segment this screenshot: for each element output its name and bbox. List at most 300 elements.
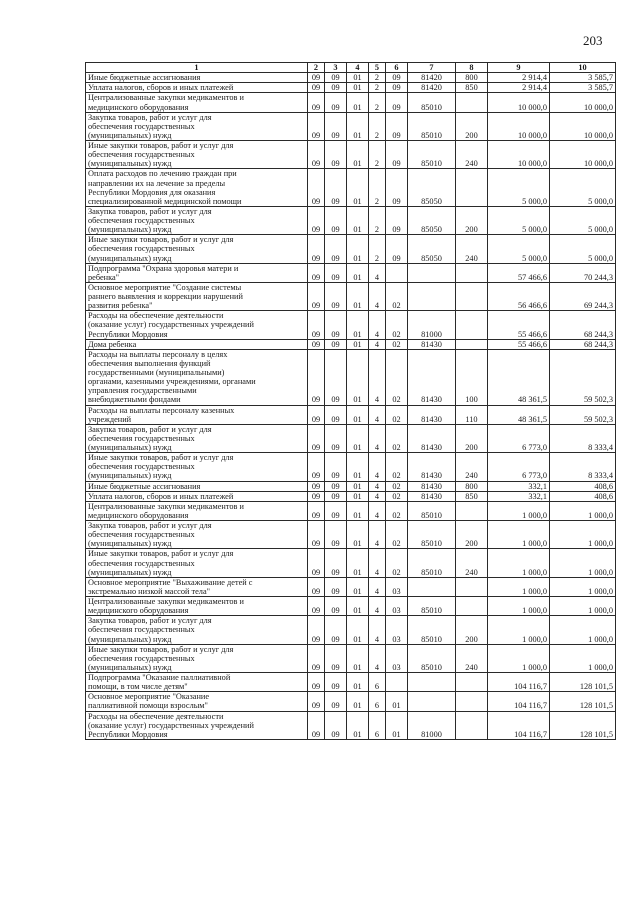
amount-year2-cell: 1 000,0: [550, 501, 616, 520]
table-row: [86, 501, 616, 520]
row-name-cell: [86, 577, 308, 596]
expense-type-cell: [456, 263, 488, 282]
row-name-line: медицинского оборудования: [88, 102, 189, 112]
subprogram-code-cell: 4: [369, 577, 386, 596]
subsection-code-cell: 09: [325, 491, 347, 501]
measure-code-cell: 02: [386, 349, 408, 405]
subprogram-code-cell: 2: [369, 112, 386, 140]
table-row: [86, 673, 616, 692]
table-row: [86, 282, 616, 310]
row-name-line: обеспечения государственных: [88, 244, 195, 254]
amount-year1-cell: 5 000,0: [488, 206, 550, 234]
amount-year1-cell: 55 466,6: [488, 339, 550, 349]
subsection-code-cell: 09: [325, 349, 347, 405]
subsection-code-cell: 09: [325, 711, 347, 739]
row-name-line: обеспечения государственных: [88, 462, 195, 472]
row-name-line: (муниципальных) нужд: [88, 567, 172, 577]
measure-code-cell: 09: [386, 83, 408, 93]
expense-type-cell: 800: [456, 481, 488, 491]
row-name-cell: [86, 282, 308, 310]
row-name-line: помощи, в том числе детям": [88, 682, 188, 692]
row-name-line: специализированной медицинской помощи: [88, 196, 242, 206]
row-name-cell: [86, 549, 308, 577]
expense-type-cell: 240: [456, 141, 488, 169]
subsection-code-cell: 09: [325, 673, 347, 692]
expense-type-cell: 240: [456, 235, 488, 263]
row-name-line: обеспечения государственных: [88, 558, 195, 568]
subprogram-code-cell: 4: [369, 644, 386, 672]
measure-code-cell: 09: [386, 73, 408, 83]
program-code-cell: 01: [347, 73, 369, 83]
program-code-cell: 01: [347, 339, 369, 349]
row-name-cell: [86, 405, 308, 424]
table-row: [86, 711, 616, 739]
amount-year1-cell: 55 466,6: [488, 311, 550, 339]
amount-year2-cell: 128 101,5: [550, 692, 616, 711]
table-row: [86, 339, 616, 349]
program-code-cell: 01: [347, 169, 369, 207]
row-name-line: обеспечения государственных: [88, 625, 195, 635]
amount-year1-cell: 1 000,0: [488, 644, 550, 672]
row-name-line: обеспечения государственных: [88, 530, 195, 540]
expense-code-cell: 81430: [408, 349, 456, 405]
row-name-line: медицинского оборудования: [88, 606, 189, 616]
subprogram-code-cell: 4: [369, 424, 386, 452]
subsection-code-cell: 09: [325, 73, 347, 83]
measure-code-cell: 03: [386, 644, 408, 672]
row-name-line: Иные закупки товаров, работ и услуг для: [88, 141, 234, 150]
subsection-code-cell: 09: [325, 577, 347, 596]
program-code-cell: 01: [347, 577, 369, 596]
row-name-line: обеспечения государственных: [88, 150, 195, 160]
expense-code-cell: 85010: [408, 644, 456, 672]
row-name-line: (оказание услуг) государственных учреждений: [88, 720, 254, 730]
row-name-line: органами, казенными учреждениями, органами: [88, 377, 256, 387]
row-name-cell: [86, 491, 308, 501]
expense-type-cell: [456, 93, 488, 112]
amount-year1-cell: 6 773,0: [488, 453, 550, 481]
amount-year1-cell: 1 000,0: [488, 597, 550, 616]
section-code-cell: 09: [308, 282, 325, 310]
section-code-cell: 09: [308, 339, 325, 349]
subprogram-code-cell: 2: [369, 235, 386, 263]
subprogram-code-cell: 4: [369, 597, 386, 616]
table-row: [86, 311, 616, 339]
row-name-line: (муниципальных) нужд: [88, 253, 172, 263]
subprogram-code-cell: 4: [369, 481, 386, 491]
expense-code-cell: 81000: [408, 311, 456, 339]
subprogram-code-cell: 4: [369, 549, 386, 577]
program-code-cell: 01: [347, 692, 369, 711]
expense-type-cell: 850: [456, 491, 488, 501]
measure-code-cell: 09: [386, 141, 408, 169]
program-code-cell: 01: [347, 83, 369, 93]
expense-code-cell: 85010: [408, 501, 456, 520]
program-code-cell: 01: [347, 501, 369, 520]
row-name-line: Уплата налогов, сборов и иных платежей: [88, 83, 234, 93]
row-name-line: внебюджетными фондами: [88, 395, 181, 405]
column-header: 5: [369, 63, 386, 73]
subprogram-code-cell: 6: [369, 673, 386, 692]
subprogram-code-cell: 4: [369, 616, 386, 644]
amount-year2-cell: 128 101,5: [550, 673, 616, 692]
table-row: [86, 481, 616, 491]
amount-year2-cell: 5 000,0: [550, 235, 616, 263]
subprogram-code-cell: 4: [369, 263, 386, 282]
row-name-cell: [86, 235, 308, 263]
section-code-cell: 09: [308, 235, 325, 263]
expense-code-cell: 85050: [408, 169, 456, 207]
subprogram-code-cell: 2: [369, 93, 386, 112]
expense-code-cell: 85010: [408, 141, 456, 169]
measure-code-cell: 02: [386, 453, 408, 481]
row-name-cell: [86, 112, 308, 140]
program-code-cell: 01: [347, 481, 369, 491]
row-name-line: (муниципальных) нужд: [88, 443, 172, 452]
subsection-code-cell: 09: [325, 112, 347, 140]
program-code-cell: 01: [347, 491, 369, 501]
section-code-cell: 09: [308, 501, 325, 520]
amount-year2-cell: 10 000,0: [550, 93, 616, 112]
table-row: [86, 577, 616, 596]
row-name-cell: [86, 692, 308, 711]
measure-code-cell: 02: [386, 339, 408, 349]
program-code-cell: 01: [347, 282, 369, 310]
row-name-line: Уплата налогов, сборов и иных платежей: [88, 491, 234, 501]
amount-year1-cell: 104 116,7: [488, 711, 550, 739]
expense-code-cell: 81430: [408, 481, 456, 491]
table-row: [86, 169, 616, 207]
expense-type-cell: [456, 692, 488, 711]
row-name-line: обеспечения государственных: [88, 653, 195, 663]
program-code-cell: 01: [347, 711, 369, 739]
amount-year2-cell: 5 000,0: [550, 169, 616, 207]
expense-code-cell: 81000: [408, 711, 456, 739]
row-name-line: государственными (муниципальными): [88, 368, 225, 377]
row-name-line: Расходы на обеспечение деятельности: [88, 311, 224, 321]
row-name-cell: [86, 644, 308, 672]
row-name-line: Основное мероприятие "Оказание: [88, 692, 210, 702]
expense-type-cell: 200: [456, 424, 488, 452]
row-name-cell: [86, 263, 308, 282]
row-name-line: Основное мероприятие "Создание системы: [88, 282, 242, 292]
amount-year2-cell: 68 244,3: [550, 339, 616, 349]
row-name-line: ребенка": [88, 272, 120, 282]
section-code-cell: 09: [308, 521, 325, 549]
row-name-line: Закупка товаров, работ и услуг для: [88, 112, 212, 122]
amount-year1-cell: 48 361,5: [488, 349, 550, 405]
row-name-cell: [86, 339, 308, 349]
measure-code-cell: [386, 673, 408, 692]
expense-code-cell: 81420: [408, 73, 456, 83]
table-row: [86, 549, 616, 577]
expense-code-cell: [408, 577, 456, 596]
subprogram-code-cell: 2: [369, 83, 386, 93]
row-name-cell: [86, 673, 308, 692]
row-name-cell: [86, 311, 308, 339]
expense-code-cell: 85010: [408, 549, 456, 577]
amount-year2-cell: 68 244,3: [550, 311, 616, 339]
program-code-cell: 01: [347, 141, 369, 169]
expense-type-cell: [456, 282, 488, 310]
amount-year2-cell: 1 000,0: [550, 616, 616, 644]
table-row: [86, 83, 616, 93]
measure-code-cell: 02: [386, 424, 408, 452]
table-row: [86, 235, 616, 263]
row-name-line: Республики Мордовия: [88, 729, 168, 739]
expense-type-cell: 200: [456, 616, 488, 644]
measure-code-cell: 09: [386, 112, 408, 140]
expense-type-cell: 800: [456, 73, 488, 83]
row-name-line: Централизованные закупки медикаментов и: [88, 93, 244, 103]
amount-year1-cell: 48 361,5: [488, 405, 550, 424]
amount-year1-cell: 1 000,0: [488, 616, 550, 644]
subsection-code-cell: 09: [325, 169, 347, 207]
amount-year2-cell: 1 000,0: [550, 597, 616, 616]
subprogram-code-cell: 4: [369, 339, 386, 349]
expense-code-cell: [408, 692, 456, 711]
row-name-line: (муниципальных) нужд: [88, 159, 172, 169]
row-name-cell: [86, 349, 308, 405]
program-code-cell: 01: [347, 235, 369, 263]
row-name-line: (муниципальных) нужд: [88, 662, 172, 672]
page-number: 203: [583, 33, 603, 48]
subprogram-code-cell: 4: [369, 501, 386, 520]
subsection-code-cell: 09: [325, 141, 347, 169]
program-code-cell: 01: [347, 206, 369, 234]
measure-code-cell: 09: [386, 93, 408, 112]
amount-year2-cell: 70 244,3: [550, 263, 616, 282]
section-code-cell: 09: [308, 644, 325, 672]
amount-year1-cell: 2 914,4: [488, 73, 550, 83]
expense-code-cell: 85010: [408, 93, 456, 112]
program-code-cell: 01: [347, 349, 369, 405]
row-name-line: Дома ребенка: [88, 339, 137, 349]
expense-type-cell: 200: [456, 112, 488, 140]
subsection-code-cell: 09: [325, 549, 347, 577]
row-name-line: направлении их на лечение за пределы: [88, 178, 226, 188]
amount-year2-cell: 5 000,0: [550, 206, 616, 234]
expense-type-cell: 850: [456, 83, 488, 93]
section-code-cell: 09: [308, 141, 325, 169]
row-name-line: (муниципальных) нужд: [88, 130, 172, 140]
section-code-cell: 09: [308, 481, 325, 491]
expense-code-cell: 85010: [408, 597, 456, 616]
subsection-code-cell: 09: [325, 405, 347, 424]
amount-year2-cell: 8 333,4: [550, 453, 616, 481]
row-name-line: Иные бюджетные ассигнования: [88, 73, 201, 83]
subprogram-code-cell: 4: [369, 282, 386, 310]
row-name-line: (муниципальных) нужд: [88, 634, 172, 644]
amount-year1-cell: 1 000,0: [488, 549, 550, 577]
row-name-line: обеспечения выполнения функций: [88, 358, 211, 368]
row-name-line: Оплата расходов по лечению граждан при: [88, 169, 237, 179]
subsection-code-cell: 09: [325, 597, 347, 616]
subsection-code-cell: 09: [325, 339, 347, 349]
program-code-cell: 01: [347, 93, 369, 112]
amount-year2-cell: 408,6: [550, 491, 616, 501]
row-name-cell: [86, 597, 308, 616]
measure-code-cell: 02: [386, 405, 408, 424]
table-row: [86, 405, 616, 424]
expense-code-cell: [408, 282, 456, 310]
row-name-line: Закупка товаров, работ и услуг для: [88, 616, 212, 626]
table-row: [86, 349, 616, 405]
row-name-line: Централизованные закупки медикаментов и: [88, 597, 244, 606]
measure-code-cell: [386, 263, 408, 282]
row-name-line: экстремально низкой массой тела": [88, 586, 211, 596]
amount-year2-cell: 3 585,7: [550, 83, 616, 93]
expense-code-cell: 81430: [408, 405, 456, 424]
expense-type-cell: [456, 673, 488, 692]
program-code-cell: 01: [347, 263, 369, 282]
program-code-cell: 01: [347, 521, 369, 549]
section-code-cell: 09: [308, 112, 325, 140]
measure-code-cell: 01: [386, 692, 408, 711]
section-code-cell: 09: [308, 93, 325, 112]
table-row: [86, 453, 616, 481]
section-code-cell: 09: [308, 616, 325, 644]
amount-year1-cell: 5 000,0: [488, 235, 550, 263]
amount-year1-cell: 10 000,0: [488, 141, 550, 169]
subprogram-code-cell: 4: [369, 311, 386, 339]
expense-type-cell: [456, 501, 488, 520]
table-row: [86, 93, 616, 112]
table-row: [86, 206, 616, 234]
amount-year2-cell: 10 000,0: [550, 141, 616, 169]
program-code-cell: 01: [347, 616, 369, 644]
section-code-cell: 09: [308, 597, 325, 616]
section-code-cell: 09: [308, 405, 325, 424]
amount-year2-cell: 3 585,7: [550, 73, 616, 83]
table-row: [86, 491, 616, 501]
measure-code-cell: 02: [386, 521, 408, 549]
expense-code-cell: [408, 673, 456, 692]
column-header: 1: [86, 63, 308, 73]
expense-code-cell: 85010: [408, 616, 456, 644]
expense-type-cell: 100: [456, 349, 488, 405]
budget-table: [85, 62, 616, 740]
row-name-cell: [86, 83, 308, 93]
table-header-row: [86, 63, 616, 73]
row-name-line: раннего выявления и коррекции нарушений: [88, 292, 243, 301]
table-row: [86, 141, 616, 169]
row-name-line: Подпрограмма "Охрана здоровья матери и: [88, 263, 239, 273]
row-name-line: Расходы на выплаты персоналу казенных: [88, 405, 235, 415]
expense-type-cell: [456, 577, 488, 596]
subsection-code-cell: 09: [325, 521, 347, 549]
measure-code-cell: 02: [386, 481, 408, 491]
column-header: 3: [325, 63, 347, 73]
subprogram-code-cell: 4: [369, 491, 386, 501]
expense-code-cell: 81430: [408, 453, 456, 481]
table-row: [86, 521, 616, 549]
program-code-cell: 01: [347, 311, 369, 339]
column-header: 7: [408, 63, 456, 73]
expense-code-cell: 85050: [408, 206, 456, 234]
section-code-cell: 09: [308, 263, 325, 282]
program-code-cell: 01: [347, 644, 369, 672]
row-name-line: Иные бюджетные ассигнования: [88, 481, 201, 491]
amount-year2-cell: 59 502,3: [550, 405, 616, 424]
row-name-cell: [86, 424, 308, 452]
measure-code-cell: 02: [386, 501, 408, 520]
expense-type-cell: [456, 339, 488, 349]
section-code-cell: 09: [308, 83, 325, 93]
subprogram-code-cell: 4: [369, 349, 386, 405]
expense-code-cell: [408, 263, 456, 282]
expense-code-cell: 81420: [408, 83, 456, 93]
row-name-line: (муниципальных) нужд: [88, 539, 172, 549]
row-name-cell: [86, 141, 308, 169]
table-row: [86, 597, 616, 616]
row-name-cell: [86, 521, 308, 549]
column-header: 6: [386, 63, 408, 73]
row-name-line: Республики Мордовия: [88, 329, 168, 339]
row-name-line: Иные закупки товаров, работ и услуг для: [88, 453, 234, 463]
table-body: [86, 73, 616, 740]
expense-type-cell: 110: [456, 405, 488, 424]
subprogram-code-cell: 2: [369, 141, 386, 169]
section-code-cell: 09: [308, 549, 325, 577]
expense-code-cell: 85050: [408, 235, 456, 263]
section-code-cell: 09: [308, 73, 325, 83]
row-name-cell: [86, 93, 308, 112]
row-name-line: Закупка товаров, работ и услуг для: [88, 521, 212, 530]
subprogram-code-cell: 2: [369, 73, 386, 83]
subsection-code-cell: 09: [325, 235, 347, 263]
amount-year2-cell: 1 000,0: [550, 521, 616, 549]
measure-code-cell: 02: [386, 311, 408, 339]
table-row: [86, 263, 616, 282]
expense-type-cell: [456, 311, 488, 339]
row-name-line: Расходы на обеспечение деятельности: [88, 711, 224, 721]
row-name-line: учреждений: [88, 414, 132, 424]
column-header: 2: [308, 63, 325, 73]
amount-year1-cell: 104 116,7: [488, 673, 550, 692]
row-name-line: Закупка товаров, работ и услуг для: [88, 424, 212, 434]
table-row: [86, 692, 616, 711]
row-name-line: управления государственными: [88, 386, 197, 396]
measure-code-cell: 09: [386, 169, 408, 207]
amount-year1-cell: 1 000,0: [488, 521, 550, 549]
measure-code-cell: 02: [386, 549, 408, 577]
expense-code-cell: 81430: [408, 424, 456, 452]
amount-year1-cell: 1 000,0: [488, 577, 550, 596]
row-name-cell: [86, 169, 308, 207]
row-name-cell: [86, 616, 308, 644]
amount-year2-cell: 8 333,4: [550, 424, 616, 452]
amount-year1-cell: 2 914,4: [488, 83, 550, 93]
row-name-line: обеспечения государственных: [88, 121, 195, 131]
amount-year1-cell: 56 466,6: [488, 282, 550, 310]
program-code-cell: 01: [347, 405, 369, 424]
subsection-code-cell: 09: [325, 692, 347, 711]
row-name-line: развития ребенка": [88, 301, 153, 311]
amount-year2-cell: 10 000,0: [550, 112, 616, 140]
table-row: [86, 616, 616, 644]
section-code-cell: 09: [308, 424, 325, 452]
row-name-line: Подпрограмма "Оказание паллиативной: [88, 673, 231, 682]
section-code-cell: 09: [308, 453, 325, 481]
subsection-code-cell: 09: [325, 206, 347, 234]
row-name-line: Основное мероприятие "Выхаживание детей с: [88, 577, 253, 587]
subsection-code-cell: 09: [325, 83, 347, 93]
amount-year1-cell: 1 000,0: [488, 501, 550, 520]
row-name-cell: [86, 453, 308, 481]
amount-year2-cell: 128 101,5: [550, 711, 616, 739]
subsection-code-cell: 09: [325, 644, 347, 672]
